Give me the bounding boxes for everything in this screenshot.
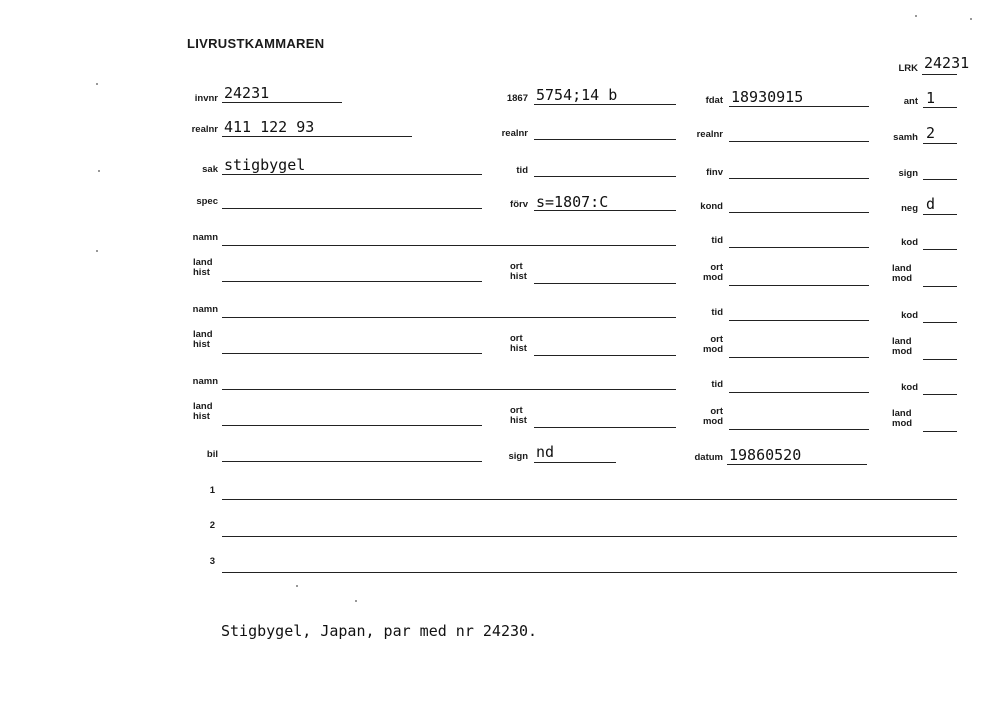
realnr-value: 411 122 93 <box>224 118 315 136</box>
row-3-label: 3 <box>209 556 215 567</box>
row-1-label: 1 <box>209 485 215 496</box>
realnr-label-3: realnr <box>696 129 723 140</box>
land-hist-label-2: land hist <box>193 329 213 350</box>
spec-label: spec <box>196 196 218 207</box>
sign-label-2: sign <box>508 451 528 462</box>
fdat-value: 18930915 <box>731 88 804 106</box>
bil-label: bil <box>206 449 218 460</box>
invnr-line <box>222 102 342 103</box>
invnr-value: 24231 <box>224 84 270 102</box>
samh-label: samh <box>893 132 918 143</box>
ort-hist-label-3: ort hist <box>510 405 527 426</box>
ant-value: 1 <box>926 89 936 107</box>
scan-speck <box>96 83 98 85</box>
kod-label-2: kod <box>901 310 918 321</box>
land-mod-label-3: land mod <box>892 408 913 429</box>
ort-mod-line-1 <box>729 285 869 286</box>
lrk-label: LRK <box>898 63 918 74</box>
lrk-line <box>922 74 957 75</box>
ort-hist-label-2: ort hist <box>510 333 527 354</box>
spec-line <box>222 208 482 209</box>
namn-line-2 <box>222 317 676 318</box>
land-mod-line-2 <box>923 359 957 360</box>
land-hist-line-3 <box>222 425 482 426</box>
land-hist-label-3: land hist <box>193 401 213 422</box>
tid-label-2: tid <box>711 235 723 246</box>
ort-hist-label-1: ort hist <box>510 261 527 282</box>
land-hist-line-2 <box>222 353 482 354</box>
realnr-label-1: realnr <box>191 124 218 135</box>
neg-line <box>923 214 957 215</box>
sak-label: sak <box>202 164 218 175</box>
realnr-label-2: realnr <box>501 128 528 139</box>
scan-speck <box>355 600 357 602</box>
tid-line-2 <box>729 247 869 248</box>
sign-line-1 <box>923 179 957 180</box>
tid-line-1 <box>534 176 676 177</box>
samh-line <box>923 143 957 144</box>
scan-speck <box>96 250 98 252</box>
land-mod-line-1 <box>923 286 957 287</box>
row-1-line <box>222 499 957 500</box>
ort-mod-label-1: ort mod <box>702 262 723 283</box>
scan-speck <box>296 585 298 587</box>
forv-label: förv <box>510 199 528 210</box>
kod-line-1 <box>923 249 957 250</box>
sign-line-2 <box>534 462 616 463</box>
namn-label-1: namn <box>192 232 218 243</box>
kod-line-3 <box>923 394 957 395</box>
finv-line <box>729 178 869 179</box>
land-mod-label-1: land mod <box>892 263 913 284</box>
sign-value: nd <box>536 443 555 461</box>
typed-note: Stigbygel, Japan, par med nr 24230. <box>221 622 538 640</box>
card-title: LIVRUSTKAMMAREN <box>187 36 325 51</box>
namn-label-3: namn <box>192 376 218 387</box>
sign-label-1: sign <box>898 168 918 179</box>
fdat-line <box>729 106 869 107</box>
ant-line <box>923 107 957 108</box>
row-2-line <box>222 536 957 537</box>
lrk-value: 24231 <box>924 54 970 72</box>
bil-line <box>222 461 482 462</box>
scan-speck <box>98 170 100 172</box>
realnr-line-1 <box>222 136 412 137</box>
kod-label-3: kod <box>901 382 918 393</box>
tid-line-4 <box>729 392 869 393</box>
datum-line <box>727 464 867 465</box>
realnr-line-3 <box>729 141 869 142</box>
tid-label-1: tid <box>516 165 528 176</box>
land-mod-line-3 <box>923 431 957 432</box>
kond-line <box>729 212 869 213</box>
fdat-label: fdat <box>705 95 723 106</box>
tid-label-3: tid <box>711 307 723 318</box>
samh-value: 2 <box>926 124 936 142</box>
nr1867-label: 1867 <box>506 93 528 104</box>
namn-label-2: namn <box>192 304 218 315</box>
kond-label: kond <box>700 201 723 212</box>
tid-label-4: tid <box>711 379 723 390</box>
namn-line-1 <box>222 245 676 246</box>
forv-value: s=1807:C <box>536 193 609 211</box>
finv-label: finv <box>706 167 723 178</box>
invnr-label: invnr <box>194 93 218 104</box>
ort-hist-line-2 <box>534 355 676 356</box>
datum-label: datum <box>694 452 723 463</box>
row-3-line <box>222 572 957 573</box>
ort-hist-line-3 <box>534 427 676 428</box>
kod-label-1: kod <box>901 237 918 248</box>
scan-speck <box>970 18 972 20</box>
ort-hist-line-1 <box>534 283 676 284</box>
neg-label: neg <box>901 203 918 214</box>
scan-speck <box>915 15 917 17</box>
neg-value: d <box>926 195 936 213</box>
namn-line-3 <box>222 389 676 390</box>
land-hist-label-1: land hist <box>193 257 213 278</box>
tid-line-3 <box>729 320 869 321</box>
ort-mod-line-3 <box>729 429 869 430</box>
ort-mod-label-3: ort mod <box>702 406 723 427</box>
land-hist-line-1 <box>222 281 482 282</box>
realnr-line-2 <box>534 139 676 140</box>
ort-mod-line-2 <box>729 357 869 358</box>
datum-value: 19860520 <box>729 446 802 464</box>
forv-line <box>534 210 676 211</box>
nr1867-line <box>534 104 676 105</box>
land-mod-label-2: land mod <box>892 336 913 357</box>
nr1867-value: 5754;14 b <box>536 86 618 104</box>
sak-line <box>222 174 482 175</box>
ort-mod-label-2: ort mod <box>702 334 723 355</box>
row-2-label: 2 <box>209 520 215 531</box>
sak-value: stigbygel <box>224 156 306 174</box>
kod-line-2 <box>923 322 957 323</box>
ant-label: ant <box>903 96 918 107</box>
